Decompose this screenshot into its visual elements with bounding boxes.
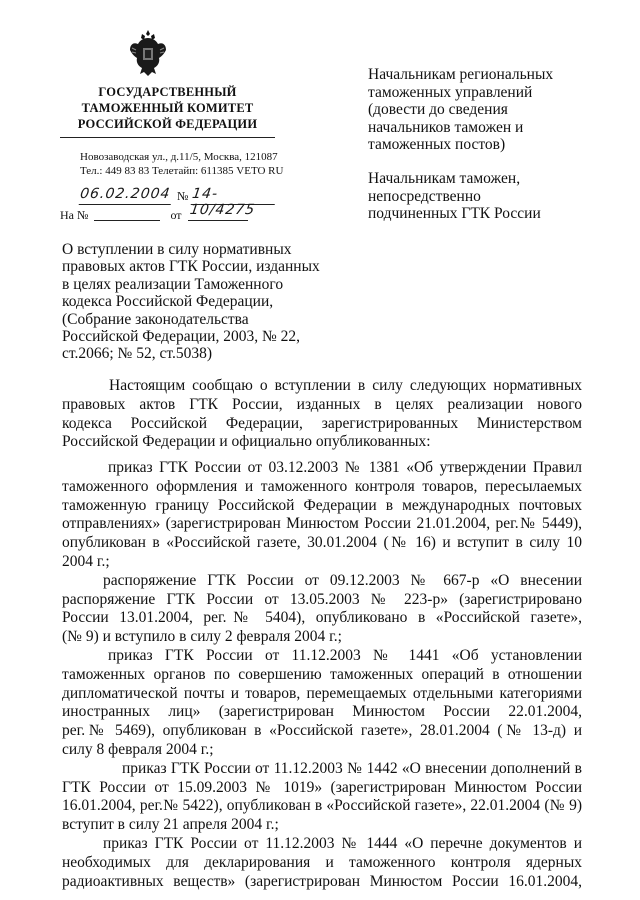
org-line: ТАМОЖЕННЫЙ КОМИТЕТ <box>81 101 254 115</box>
subject-line: правовых актов ГТК России, изданных <box>62 258 320 276</box>
text-line: необходимых для декларирования и таможенного контроля ядерных <box>62 853 582 871</box>
text-line: силу 8 февраля 2004 г.; <box>62 740 214 758</box>
recipients-block-1 <box>368 66 553 154</box>
recipient-line: Начальникам региональных <box>368 66 554 83</box>
subject-line: (Собрание законодательства <box>62 310 249 328</box>
subject-line: О вступлении в силу нормативных <box>62 241 292 258</box>
text-line: вступит в силу 21 апреля 2004 г.; <box>62 816 279 834</box>
text-line: (№ 9) и вступило в силу 2 февраля 2004 г.; <box>62 628 342 646</box>
text-line: таможенного оформления и таможенного контроля товаров, пересылаемых <box>62 477 582 495</box>
org-line: РОССИЙСКОЙ ФЕДЕРАЦИИ <box>77 117 258 131</box>
text-line: опубликован в «Российской газете, 30.01.2004 (№ 16) и вступит в силу 10 <box>62 534 582 552</box>
act-paragraph <box>62 760 582 835</box>
org-line: ГОСУДАРСТВЕННЫЙ <box>98 85 237 99</box>
text-line: отправлениях» (зарегистрирован Минюстом России 21.01.2004, рег.№ 5449), <box>62 515 582 533</box>
text-line: приказ ГТК России от 11.12.2003 № 1442 «О внесении дополнений в <box>122 759 582 777</box>
ref-number-blank <box>94 220 160 221</box>
text-line: 16.01.2004, рег.№ 5422), опубликован в «Российской газете», 22.01.2004 (№ 9) <box>62 797 582 815</box>
recipient-line: (довести до сведения <box>368 101 508 118</box>
recipient-line: непосредственно <box>368 187 481 205</box>
recipients-block-2 <box>368 170 541 223</box>
text-line: 2004 г.; <box>62 552 110 570</box>
organization-name <box>60 84 275 132</box>
text-line: правовых актов ГТК России, изданных в целях реализации нового <box>62 395 582 413</box>
text-line: таможенных органов по совершению таможенных операций в отношении <box>62 665 582 683</box>
recipient-line: таможенных управлений <box>368 83 533 101</box>
text-line: рег.№ 5469), опубликован в «Российской газете», 28.01.2004 (№ 13-д) и <box>62 722 582 740</box>
text-line: ГТК России от 15.09.2003 № 1019» (зарегистрирован Минюстом России <box>62 778 582 796</box>
text-line: таможенную границу Российской Федерации в международных почтовых <box>62 496 582 514</box>
subject-line: кодекса Российской Федерации, <box>62 293 274 311</box>
organization-address <box>80 150 283 178</box>
recipient-line: Начальникам таможен, <box>368 170 521 187</box>
handwritten-outgoing-number: 14-10/4275 <box>191 186 278 205</box>
subject-block <box>62 241 320 363</box>
act-paragraph <box>62 459 582 572</box>
text-line: приказ ГТК России от 11.12.2003 № 1441 «Об установлении <box>108 646 582 664</box>
ref-date-blank <box>188 220 248 221</box>
text-line: иностранных лиц» (зарегистрирован Минюстом России 22.01.2004, <box>62 703 582 721</box>
acts-list <box>62 459 582 891</box>
subject-line: Российской Федерации, 2003, № 22, <box>62 328 301 346</box>
text-line: России 13.01.2004, рег.№ 5404), опубликовано в «Российской газете», <box>62 609 582 627</box>
recipient-line: таможенных постов) <box>368 136 506 153</box>
text-line: дипломатической почты и товаров, перемещаемых отдельными категориями <box>62 684 582 702</box>
text-line: приказ ГТК России от 03.12.2003 № 1381 «Об утверждении Правил <box>108 459 582 476</box>
act-paragraph <box>62 647 582 760</box>
text-line: кодекса Российской Федерации, зарегистрированных Министерством <box>62 414 582 432</box>
text-line: Российской Федерации и официально опубликованных: <box>62 433 431 451</box>
handwritten-date: 06.02.2004 <box>79 186 174 205</box>
header-divider <box>60 137 275 138</box>
ref-from-label: от <box>170 208 182 222</box>
recipient-line: подчиненных ГТК России <box>368 205 541 222</box>
text-line: распоряжение ГТК России от 09.12.2003 № 667-р «О внесении <box>103 571 582 589</box>
intro-paragraph <box>62 377 582 452</box>
act-paragraph <box>62 572 582 647</box>
subject-line: ст.2066; № 52, ст.5038) <box>62 345 212 363</box>
coat-of-arms-emblem <box>128 28 168 78</box>
text-line: распоряжение ГТК России от 13.05.2003 № 223-р» (зарегистрировано <box>62 590 582 608</box>
subject-line: в целях реализации Таможенного <box>62 275 284 293</box>
address-line: Новозаводская ул., д.11/5, Москва, 121087 <box>80 151 278 163</box>
number-sign: № <box>177 189 189 203</box>
text-line: приказ ГТК России от 11.12.2003 № 1444 «О перечне документов и <box>103 834 582 852</box>
address-line: Тел.: 449 83 83 Телетайп: 611385 VETO RU <box>80 165 284 177</box>
reference-line <box>60 208 248 223</box>
recipient-line: начальников таможен и <box>368 118 524 136</box>
ref-label: На № <box>60 208 89 222</box>
text-line: радиоактивных веществ» (зарегистрирован Минюстом России 16.01.2004, <box>62 872 582 890</box>
text-line: Настоящим сообщаю о вступлении в силу следующих нормативных <box>109 377 582 394</box>
act-paragraph <box>62 835 582 891</box>
